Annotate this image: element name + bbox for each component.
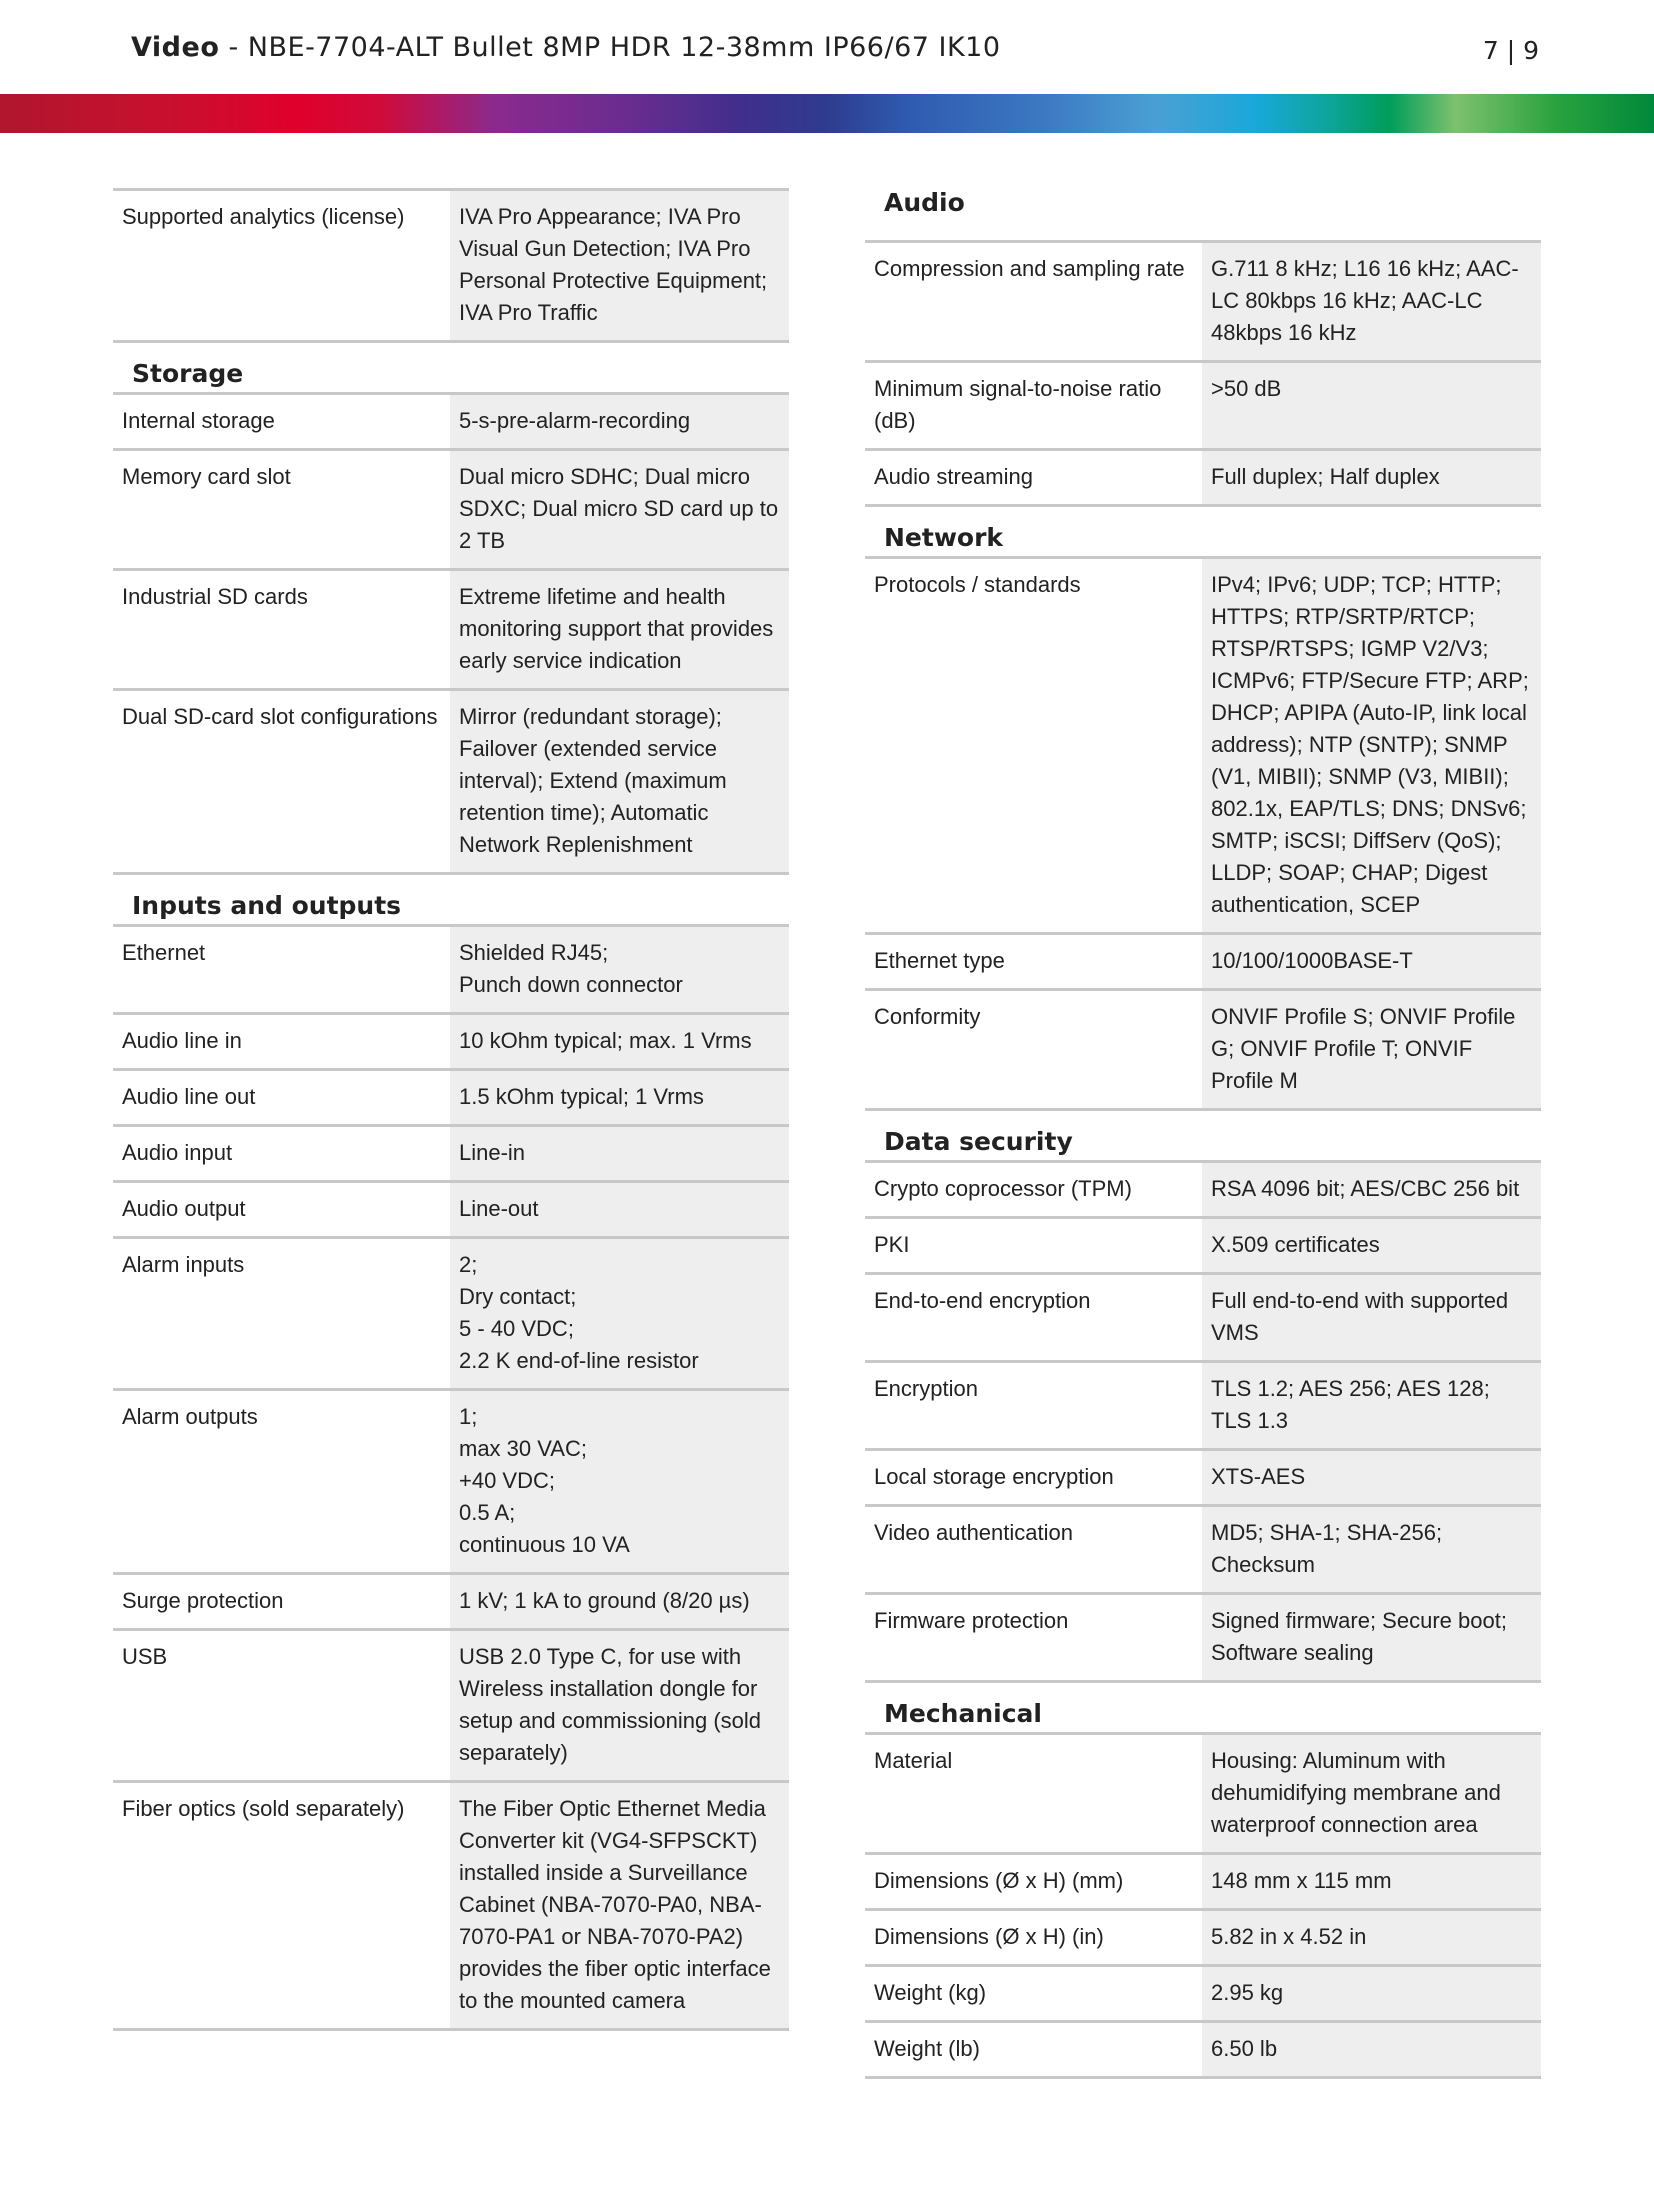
spec-value: 1; max 30 VAC; +40 VDC; 0.5 A; continuous 10 VA — [450, 1390, 789, 1574]
spec-label: End-to-end encryption — [874, 1288, 1091, 1313]
spec-row — [113, 190, 789, 342]
page-number: 7 | 9 — [1482, 36, 1539, 65]
spec-value: Full end-to-end with supported VMS — [1202, 1274, 1541, 1362]
spec-row — [865, 1594, 1541, 1682]
document-title — [131, 32, 1001, 63]
spec-value: Signed firmware; Secure boot; Software sealing — [1202, 1594, 1541, 1682]
spec-label: Alarm inputs — [122, 1252, 245, 1277]
left-column — [113, 188, 789, 2031]
spec-value: USB 2.0 Type C, for use with Wireless installation dongle for setup and commissioning (sold separately) — [450, 1630, 789, 1782]
spec-label: Protocols / standards — [874, 572, 1081, 597]
spec-row — [113, 1630, 789, 1782]
spec-label: Internal storage — [122, 408, 275, 433]
spec-row — [113, 570, 789, 690]
spec-row — [865, 1506, 1541, 1594]
spec-value: G.711 8 kHz; L16 16 kHz; AAC-LC 80kbps 16 kHz; AAC-LC 48kbps 16 kHz — [1202, 242, 1541, 362]
spec-label: Surge protection — [122, 1588, 284, 1613]
spec-value: 5.82 in x 4.52 in — [1202, 1910, 1541, 1966]
spec-label: Dimensions (Ø x H) (mm) — [874, 1868, 1124, 1893]
spec-value: 10 kOhm typical; max. 1 Vrms — [450, 1014, 789, 1070]
spec-label: Dual SD-card slot configurations — [122, 704, 438, 729]
spec-row — [113, 1782, 789, 2030]
spec-label: Audio input — [122, 1140, 233, 1165]
spec-value: Shielded RJ45; Punch down connector — [450, 926, 789, 1014]
spec-label: Compression and sampling rate — [874, 256, 1185, 281]
spec-value: Mirror (redundant storage); Failover (extended service interval); Extend (maximum retention time); Automatic Network Replenishment — [450, 690, 789, 874]
spec-row — [865, 1966, 1541, 2022]
spec-label: Audio streaming — [874, 464, 1033, 489]
spec-label: Minimum signal-to-noise ratio (dB) — [874, 376, 1162, 433]
spec-label: Alarm outputs — [122, 1404, 258, 1429]
spec-table-mechanical — [865, 1732, 1541, 2079]
spec-value: Full duplex; Half duplex — [1202, 450, 1541, 506]
spec-value: RSA 4096 bit; AES/CBC 256 bit — [1202, 1162, 1541, 1218]
spec-label: PKI — [874, 1232, 910, 1257]
spec-row — [113, 1014, 789, 1070]
spec-row — [865, 990, 1541, 1110]
spec-label: Video authentication — [874, 1520, 1073, 1545]
brand-color-band — [0, 94, 1654, 133]
spec-value: Housing: Aluminum with dehumidifying membrane and waterproof connection area — [1202, 1734, 1541, 1854]
spec-table-network — [865, 556, 1541, 1111]
spec-label: Memory card slot — [122, 464, 291, 489]
section-heading-inputs-outputs: Inputs and outputs — [132, 891, 402, 920]
spec-label: Local storage encryption — [874, 1464, 1114, 1489]
spec-table-inputs-outputs — [113, 924, 789, 2031]
spec-value: 5-s-pre-alarm-recording — [450, 394, 789, 450]
spec-row — [865, 242, 1541, 362]
spec-label: Industrial SD cards — [122, 584, 308, 609]
spec-row — [113, 1238, 789, 1390]
spec-value: ONVIF Profile S; ONVIF Profile G; ONVIF Profile T; ONVIF Profile M — [1202, 990, 1541, 1110]
spec-table-data-security — [865, 1160, 1541, 1683]
spec-row — [865, 1734, 1541, 1854]
spec-value: 1.5 kOhm typical; 1 Vrms — [450, 1070, 789, 1126]
spec-value: 2; Dry contact; 5 - 40 VDC; 2.2 K end-of-line resistor — [450, 1238, 789, 1390]
spec-row — [865, 1854, 1541, 1910]
spec-row — [865, 450, 1541, 506]
spec-label: Material — [874, 1748, 953, 1773]
spec-row — [113, 1390, 789, 1574]
spec-label: Supported analytics (license) — [122, 204, 405, 229]
spec-row — [865, 934, 1541, 990]
spec-label: Ethernet — [122, 940, 206, 965]
spec-row — [113, 1070, 789, 1126]
spec-value: 1 kV; 1 kA to ground (8/20 µs) — [450, 1574, 789, 1630]
spec-row — [865, 2022, 1541, 2078]
spec-row — [865, 1362, 1541, 1450]
section-heading-audio: Audio — [884, 188, 965, 217]
spec-label: Weight (kg) — [874, 1980, 987, 2005]
spec-value: TLS 1.2; AES 256; AES 128; TLS 1.3 — [1202, 1362, 1541, 1450]
document-title-product: - NBE-7704-ALT Bullet 8MP HDR 12-38mm IP66/67 IK10 — [219, 32, 1001, 63]
spec-label: Fiber optics (sold separately) — [122, 1796, 405, 1821]
spec-label: Audio line in — [122, 1028, 242, 1053]
spec-value: 10/100/1000BASE-T — [1202, 934, 1541, 990]
spec-label: Audio output — [122, 1196, 246, 1221]
section-heading-data-security: Data security — [884, 1127, 1073, 1156]
section-heading-storage: Storage — [132, 359, 244, 388]
spec-label: Encryption — [874, 1376, 978, 1401]
spec-row — [113, 450, 789, 570]
spec-label: Crypto coprocessor (TPM) — [874, 1176, 1132, 1201]
spec-row — [865, 1218, 1541, 1274]
spec-label: USB — [122, 1644, 168, 1669]
spec-label: Conformity — [874, 1004, 981, 1029]
section-heading-mechanical: Mechanical — [884, 1699, 1042, 1728]
spec-row — [113, 926, 789, 1014]
spec-table-analytics — [113, 188, 789, 343]
spec-value: The Fiber Optic Ethernet Media Converter kit (VG4-SFPSCKT) installed inside a Surveillance Cabinet (NBA-7070-PA0, NBA-7070-PA1 or NBA-7070-PA2) provides the fiber optic interface to the mounted camera — [450, 1782, 789, 2030]
spec-value: XTS-AES — [1202, 1450, 1541, 1506]
spec-row — [113, 690, 789, 874]
spec-label: Firmware protection — [874, 1608, 1069, 1633]
spec-row — [113, 394, 789, 450]
document-title-category: Video — [131, 32, 220, 63]
spec-label: Audio line out — [122, 1084, 256, 1109]
right-column — [865, 188, 1541, 2079]
spec-value: IPv4; IPv6; UDP; TCP; HTTP; HTTPS; RTP/SRTP/RTCP; RTSP/RTSPS; IGMP V2/V3; ICMPv6; FTP/Secure FTP; ARP; DHCP; APIPA (Auto-IP, link local address); NTP (SNTP); SNMP (V1, MIBII); SNMP (V3, MIBII); 802.1x, EAP/TLS; DNS; DNSv6; SMTP; iSCSI; DiffServ (QoS); LLDP; SOAP; CHAP; Digest authentication, SCEP — [1202, 558, 1541, 934]
spec-row — [113, 1574, 789, 1630]
spec-row — [865, 1274, 1541, 1362]
spec-value: Line-out — [450, 1182, 789, 1238]
page-header — [0, 0, 1654, 95]
spec-value: 2.95 kg — [1202, 1966, 1541, 2022]
spec-value: >50 dB — [1202, 362, 1541, 450]
spec-label: Ethernet type — [874, 948, 1005, 973]
spec-value: Line-in — [450, 1126, 789, 1182]
spec-row — [865, 362, 1541, 450]
spec-value: MD5; SHA-1; SHA-256; Checksum — [1202, 1506, 1541, 1594]
spec-value: 148 mm x 115 mm — [1202, 1854, 1541, 1910]
spec-value: X.509 certificates — [1202, 1218, 1541, 1274]
spec-value: Dual micro SDHC; Dual micro SDXC; Dual micro SD card up to 2 TB — [450, 450, 789, 570]
spec-row — [865, 558, 1541, 934]
spec-table-storage — [113, 392, 789, 875]
spec-row — [865, 1162, 1541, 1218]
spec-label: Dimensions (Ø x H) (in) — [874, 1924, 1104, 1949]
spec-value: Extreme lifetime and health monitoring support that provides early service indication — [450, 570, 789, 690]
spec-table-audio — [865, 240, 1541, 507]
spec-value: IVA Pro Appearance; IVA Pro Visual Gun Detection; IVA Pro Personal Protective Equipment; IVA Pro Traffic — [450, 190, 789, 342]
spec-row — [113, 1182, 789, 1238]
spec-row — [865, 1450, 1541, 1506]
section-heading-network: Network — [884, 523, 1004, 552]
spec-label: Weight (lb) — [874, 2036, 980, 2061]
spec-row — [113, 1126, 789, 1182]
spec-row — [865, 1910, 1541, 1966]
spec-value: 6.50 lb — [1202, 2022, 1541, 2078]
